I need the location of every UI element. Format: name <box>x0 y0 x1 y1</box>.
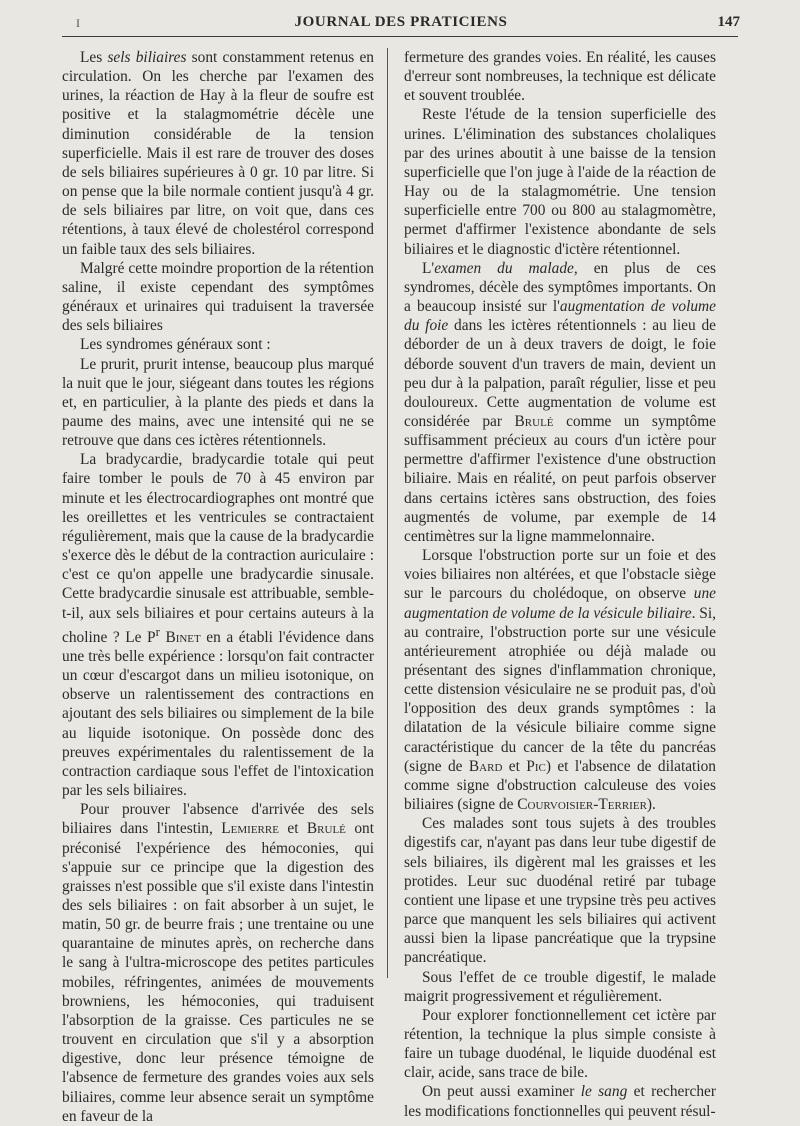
text-run: On peut aussi examiner <box>422 1083 581 1101</box>
paragraph-tension: Reste l'étude de la tension superficielle des urines. L'élimination des substances cholaliques par des urines aboutit à une baisse de la tension superficielle que l'on juge à l'aide de la réaction de Hay ou de la stalagmométrie. Une tension superficielle entre 700 ou 800 au stalagmomètre, permet d'affirmer l'existence abondante de sels biliaires et le diagnostic d'ictère rétentionnel. <box>404 106 716 258</box>
text-run: et <box>278 820 307 838</box>
column-divider <box>387 48 388 978</box>
text-run: ont préconisé l'expérience des hémoconies, qui s'appuie sur ce principe que la digestion des graisses n'est possible que s'il existe dans l'intestin des sels biliaires : on fait absorber à un sujet, le matin, 50 gr. de beurre frais ; une trentaine ou une quarantaine de minutes après, on recherche dans le sang à l'ultra-microscope des petites particules mobiles, réfringentes, animées de mouvements browniens, les hémoconies, qui traduisent l'absorption de la graisse. Ces particules ne se trouvent en circulation que s'il y a absorption digestive, donc leur présence témoigne de l'absence de fermeture des grandes voies aux sels biliaires, comme leur absence serait un symptôme en faveur de la <box>62 820 374 1125</box>
paragraph-troubles-digestifs: Ces malades sont tous sujets à des troubles digestifs car, n'ayant pas dans leur tube digestif de sels biliaires, ils digèrent mal les graisses et les protides. Leur suc duodénal retiré par tubage contient une lipase et une trypsine très peu actives parce que manquent les sels biliaires qui activent aussi bien la lipase pancréatique que la trypsine pancréatique. <box>404 815 716 967</box>
header-mark: I <box>76 16 80 30</box>
text-run: , en plus de ces syndromes, décèle des symptômes importants. On a beaucoup insisté sur l' <box>404 259 716 316</box>
paragraph-bradycardie <box>62 450 374 800</box>
paragraph-hemoconies <box>62 800 374 1126</box>
page-number: 147 <box>717 14 740 30</box>
emphasis: sels biliaires <box>107 49 187 66</box>
journal-title: JOURNAL DES PRATICIENS <box>294 14 508 30</box>
text-run: L' <box>422 259 435 277</box>
text-run: La bradycardie, bradycardie totale qui peut faire tomber le pouls de 70 à 45 environ par minute et les électrocardiographes ont montré que les oreillettes et les ventricules se contractaient régulièrement, mais que la cause de la bradycardie s'exerce dès le début de la contraction auriculaire : c'est ce qu'on appelle une bradycardie sinusale. Cette bradycardie sinusale est attribuable, semble-t-il, aux sels biliaires et pour certains auteurs à la choline ? Le P <box>62 451 374 646</box>
emphasis: examen du malade <box>434 259 574 277</box>
text-run: en a établi l'évidence dans une très belle expérience : lorsqu'on fait contracter un cœur d'escargot dans un milieu isotonique, on observe un ralentissement des contractions en ajoutant des sels biliaires ou simplement de la bile au liquide isotonique. On possède donc des preuves expérimentales du ralentissement de la contraction cardiaque sous l'effet de l'intoxication par les sels biliaires. <box>62 628 375 800</box>
text-run: ). <box>646 796 656 814</box>
paragraph-maigrit: Sous l'effet de ce trouble digestif, le malade maigrit progressivement et régulièrement. <box>404 968 716 1005</box>
text-run: dans les ictères rétentionnels : au lieu de déborder de un à deux travers de doigt, le foie déborde souvent d'un travers de main, devient un peu dur à la palpation, paraît régulier, lisse et peu douloureux. Cette augmentation de volume est considérée par <box>404 317 716 430</box>
text-run: Pour prouver l'absence d'arrivée des sels biliaires dans l'intestin, <box>62 801 374 838</box>
paragraph-syndromes: Les syndromes généraux sont : <box>80 336 271 354</box>
emphasis: une augmentation de volume de la vésicule biliaire <box>404 585 716 622</box>
running-header <box>62 14 740 34</box>
paragraph-prurit: Le prurit, prurit intense, beaucoup plus marqué la nuit que le jour, siégeant dans toutes les régions et, en particulier, à la plante des pieds et dans la paume des mains, avec une intensité qui ne se retrouve que dans ces ictères rétentionnels. <box>62 355 374 450</box>
paragraph-examen <box>404 259 716 546</box>
paragraph-sels-biliaires <box>62 48 374 259</box>
paragraph-fermeture: fermeture des grandes voies. En réalité, les causes d'erreur sont nombreuses, la technique est délicate et souvent troublée. <box>404 49 716 105</box>
emphasis: le sang <box>580 1083 628 1101</box>
paragraph-sang <box>404 1082 716 1120</box>
paragraph-tubage: Pour explorer fonctionnellement cet ictère par rétention, la technique la plus simple consiste à faire un tubage duodénal, le liquide duodénal est clair, acide, sans trace de bile. <box>404 1006 716 1082</box>
paragraph-obstruction <box>404 546 716 814</box>
header-rule <box>62 36 738 37</box>
author-name: Courvoisier-Terrier <box>517 796 647 814</box>
text-run: et <box>502 757 527 775</box>
paragraph-retention-saline: Malgré cette moindre proportion de la rétention saline, il existe cependant des symptômes généraux et urinaires qui traduisent la traversée des sels biliaires <box>62 259 374 335</box>
text-run: et rechercher les modifications fonctionnelles qui peuvent résul- <box>404 1083 716 1120</box>
text-run: Lorsque l'obstruction porte sur un foie et des voies biliaires non altérées, et que l'obstacle siège sur le parcours du cholédoque, on observe <box>404 547 716 603</box>
superscript: r <box>155 624 160 639</box>
author-name: Brulé <box>306 820 346 838</box>
emphasis: augmentation de volume du foie <box>404 298 716 335</box>
text-run: Les <box>80 49 108 66</box>
text-run: . Si, au contraire, l'obstruction porte sur une vésicule antérieurement atrophiée ou déjà malade ou présentant des signes d'inflammation chronique, cette distension vésiculaire ne se produit pas, d'où l'opposition des deux grands symptômes : la dilatation de la vésicule biliaire comme signe caractéristique du cancer de la tête du pancréas (signe de <box>404 604 716 775</box>
text-run: sont constamment retenus en circulation. On les cherche par l'examen des urines, la réaction de Hay à la fleur de soufre est positive et la stalagmométrie décèle une diminution considérable de la tension superficielle. Mais il est rare de trouver des doses de sels biliaires supérieures à 0 gr. 10 par litre. Si on pense que la bile normale contient jusqu'à 4 gr. de sels biliaires par litre, on voit que, dans ces rétentions, à taux élevé de cholestérol correspond un faible taux des sels biliaires. <box>62 49 374 258</box>
author-name: Binet <box>165 628 201 646</box>
author-name: Lemierre <box>221 820 279 838</box>
author-name: Bard <box>468 757 503 775</box>
author-name: Brulé <box>514 412 554 430</box>
text-run: ) et l'absence de dilatation comme signe d'obstruction calculeuse des voies biliaires (signe de <box>404 757 716 814</box>
text-run: comme un symptôme suffisamment précieux au cours d'un ictère pour permettre d'affirmer l'existence d'une obstruction biliaire. Mais en réalité, on peut parfois observer dans certains ictères sans obstruction, des foies augmentés de volume, par exemple de 14 centimètres sur la ligne mammelonnaire. <box>404 412 716 545</box>
left-column <box>62 48 374 1126</box>
author-name: Pic <box>526 757 546 775</box>
right-column <box>404 48 716 1121</box>
